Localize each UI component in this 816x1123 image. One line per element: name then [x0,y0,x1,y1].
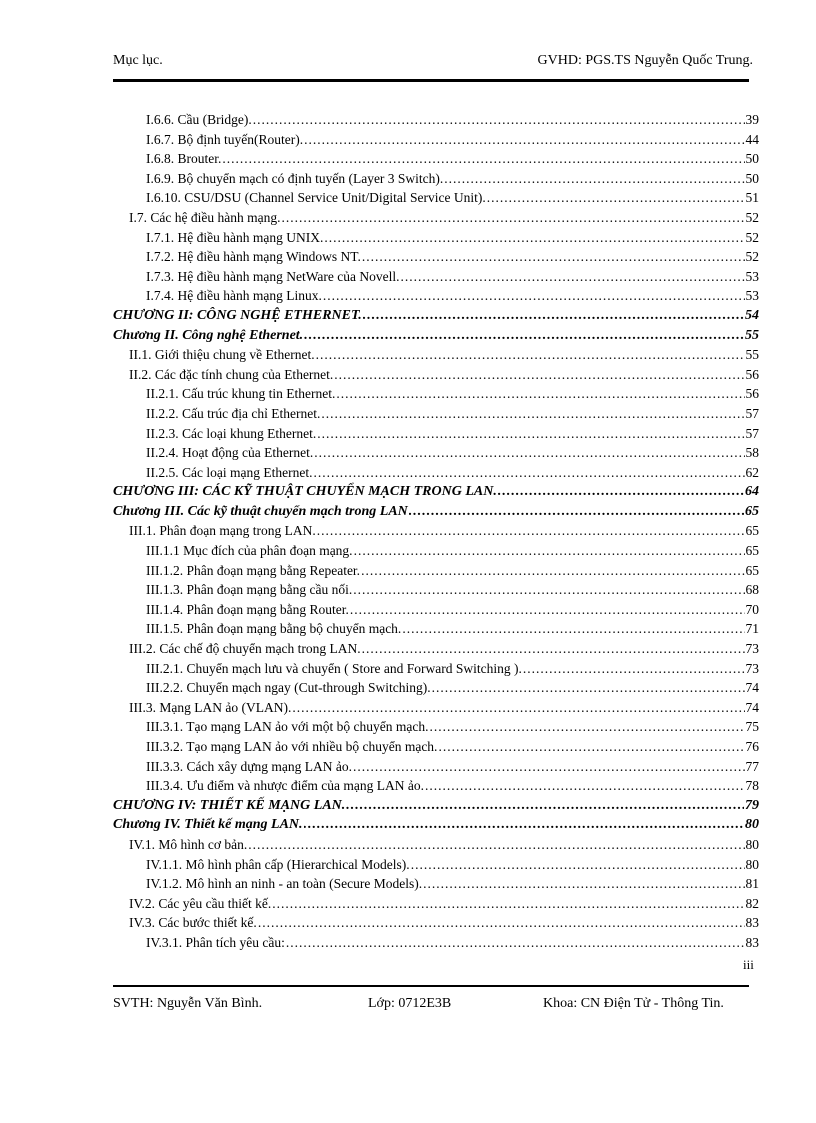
toc-entry-page: 55 [745,347,759,363]
toc-entry-title: CHƯƠNG II: CÔNG NGHỆ ETHERNET. [113,307,362,323]
toc-dot-leader [353,580,744,600]
toc-entry[interactable] [113,110,759,130]
toc-entry-title: III.2.2. Chuyển mạch ngay (Cut-through Switching). [146,680,431,696]
toc-entry-title: III.3.2. Tạo mạng LAN ảo với nhiều bộ chuyển mạch. [146,739,438,754]
toc-dot-leader [346,796,744,816]
toc-chapter-entry[interactable] [113,326,759,346]
toc-entry-title: III.1.4. Phân đoạn mạng bằng Router. [146,601,349,617]
toc-dot-leader [317,424,744,444]
toc-dot-leader [292,698,744,718]
toc-dot-leader [272,894,744,914]
toc-entry[interactable] [113,188,759,208]
toc-entry-page: 51 [745,190,759,206]
toc-dot-leader [423,874,744,894]
toc-dot-leader [313,463,744,483]
toc-entry[interactable] [113,149,759,169]
toc-entry-title: Chương II. Công nghệ Ethernet. [113,327,304,343]
toc-entry[interactable] [113,365,759,385]
toc-entry-page: 80 [745,817,759,833]
toc-entry[interactable] [113,463,759,483]
toc-chapter-entry[interactable] [113,502,759,522]
toc-entry-page: 77 [745,758,759,774]
toc-dot-leader [400,267,744,287]
toc-dot-leader [253,110,745,130]
toc-entry-title: Chương IV. Thiết kế mạng LAN. [113,817,303,833]
toc-dot-leader [354,541,745,561]
toc-entry-page: 74 [745,680,759,696]
toc-entry-title: I.6.9. Bộ chuyển mạch có định tuyến (Layer 3 Switch). [146,170,444,186]
toc-dot-leader [353,757,744,777]
toc-entry[interactable] [113,228,759,248]
toc-entry[interactable] [113,717,759,737]
toc-entry[interactable] [113,757,759,777]
toc-dot-leader [498,482,744,502]
toc-entry-title: II.2.5. Các loại mạng Ethernet. [146,464,313,480]
toc-entry-title: II.2. Các đặc tính chung của Ethernet. [129,366,334,382]
toc-entry-title: III.3. Mạng LAN ảo (VLAN). [129,699,292,715]
toc-entry-page: 52 [745,209,759,225]
toc-dot-leader [411,855,745,875]
toc-entry-page: 80 [745,836,759,852]
toc-entry[interactable] [113,737,759,757]
toc-dot-leader [323,286,745,306]
toc-entry-page: 57 [745,425,759,441]
page-number: iii [743,957,754,972]
toc-entry[interactable] [113,600,759,620]
toc-entry-title: I.7.2. Hệ điều hành mạng Windows NT. [146,249,361,265]
toc-dot-leader [350,600,745,620]
toc-entry-title: I.6.6. Cầu (Bridge). [146,112,252,127]
footer-class: Lớp: 0712E3B [368,996,452,1011]
toc-entry-title: CHƯƠNG III: CÁC KỸ THUẬT CHUYỂN MẠCH TRONG LAN. [113,484,497,500]
toc-chapter-entry[interactable] [113,815,759,835]
toc-entry-page: 75 [745,719,759,735]
toc-dot-leader [523,659,745,679]
toc-entry-page: 83 [745,915,759,931]
toc-dot-leader [222,149,744,169]
toc-entry[interactable] [113,130,759,150]
toc-dot-leader [363,306,744,326]
toc-dot-leader [324,228,744,248]
toc-entry-page: 73 [745,660,759,676]
toc-chapter-entry[interactable] [113,482,759,502]
toc-entry-page: 74 [745,699,759,715]
toc-entry[interactable] [113,267,759,287]
toc-entry[interactable] [113,384,759,404]
toc-entry-title: I.6.8. Brouter. [146,151,222,167]
toc-entry[interactable] [113,855,759,875]
toc-dot-leader [361,561,744,581]
table-of-contents [113,110,759,953]
toc-entry[interactable] [113,913,759,933]
toc-entry-title: IV.3. Các bước thiết kế. [129,915,257,931]
toc-entry-page: 68 [745,582,759,598]
toc-dot-leader [438,737,744,757]
toc-entry-title: III.3.1. Tạo mạng LAN ảo với một bộ chuyển mạch. [146,719,429,735]
toc-entry[interactable] [113,639,759,659]
toc-dot-leader [425,776,745,796]
toc-entry-page: 56 [745,386,759,402]
toc-chapter-entry[interactable] [113,796,759,816]
toc-dot-leader [402,619,744,639]
toc-entry-title: IV.1.2. Mô hình an ninh - an toàn (Secure Models). [146,876,423,892]
toc-entry-title: I.6.10. CSU/DSU (Channel Service Unit/Digital Service Unit). [146,190,486,206]
toc-entry-page: 73 [745,641,759,657]
toc-entry-page: 50 [745,170,759,186]
toc-entry[interactable] [113,561,759,581]
toc-entry-title: III.1.1 Mục đích của phân đoạn mạng. [146,543,353,559]
toc-entry[interactable] [113,776,759,796]
toc-entry[interactable] [113,541,759,561]
toc-entry-page: 65 [745,562,759,578]
toc-entry-page: 80 [745,856,759,872]
toc-entry[interactable] [113,580,759,600]
header-right: GVHD: PGS.TS Nguyễn Quốc Trung. [537,53,753,68]
toc-entry[interactable] [113,835,759,855]
toc-entry-title: I.6.7. Bộ định tuyến(Router). [146,131,304,147]
toc-dot-leader [314,443,744,463]
toc-entry[interactable] [113,521,759,541]
toc-entry-page: 62 [745,464,759,480]
footer-student: SVTH: Nguyễn Văn Bình. [113,996,263,1011]
toc-entry[interactable] [113,894,759,914]
toc-dot-leader [429,717,744,737]
toc-dot-leader [487,188,745,208]
toc-entry-title: CHƯƠNG IV: THIẾT KẾ MẠNG LAN. [113,797,346,813]
toc-entry-page: 53 [745,288,759,304]
toc-entry-page: 57 [745,405,759,421]
toc-entry-page: 79 [745,797,759,813]
toc-entry-title: II.2.1. Cấu trúc khung tin Ethernet. [146,386,336,402]
footer-faculty: Khoa: CN Điện Tử - Thông Tin. [543,996,724,1011]
toc-dot-leader [444,169,744,189]
toc-entry-page: 81 [745,876,759,892]
toc-entry-title: I.7.1. Hệ điều hành mạng UNIX. [146,229,324,245]
toc-entry[interactable] [113,874,759,894]
toc-entry-page: 44 [745,131,759,147]
toc-dot-leader [281,208,744,228]
toc-entry-page: 78 [745,778,759,794]
toc-entry-page: 71 [745,621,759,637]
toc-dot-leader [432,678,745,698]
toc-entry-page: 65 [745,523,759,539]
toc-entry[interactable] [113,345,759,365]
toc-entry-title: IV.1.1. Mô hình phân cấp (Hierarchical Models). [146,856,410,872]
toc-entry[interactable] [113,247,759,267]
toc-entry-title: II.2.2. Cấu trúc địa chỉ Ethernet. [146,405,321,421]
toc-entry-title: I.7. Các hệ điều hành mạng. [129,209,281,225]
toc-entry-title: III.3.4. Ưu điểm và nhược điểm của mạng LAN ảo. [146,778,424,794]
toc-entry-page: 50 [745,151,759,167]
toc-dot-leader [321,404,744,424]
toc-entry-page: 65 [745,503,759,519]
toc-entry-title: Chương III. Các kỹ thuật chuyển mạch trong LAN [113,503,408,519]
toc-entry-title: III.2.1. Chuyển mạch lưu và chuyển ( Store and Forward Switching ). [146,660,522,676]
toc-dot-leader [362,639,745,659]
header-left: Mục lục. [113,53,163,68]
toc-entry-title: III.1. Phân đoạn mạng trong LAN. [129,523,316,539]
toc-dot-leader [304,130,744,150]
toc-dot-leader [286,933,745,953]
toc-entry[interactable] [113,424,759,444]
toc-dot-leader [304,326,744,346]
toc-entry-page: 76 [745,739,759,754]
toc-entry-title: II.2.4. Hoạt động của Ethernet. [146,445,314,461]
header-rule [113,79,749,82]
toc-entry[interactable] [113,933,759,953]
toc-entry-title: III.1.5. Phân đoạn mạng bằng bộ chuyển mạch. [146,621,402,637]
toc-entry-title: III.1.2. Phân đoạn mạng bằng Repeater. [146,562,361,578]
toc-entry-page: 56 [745,366,759,382]
toc-entry-title: III.2. Các chế độ chuyển mạch trong LAN. [129,641,361,657]
toc-entry-page: 82 [745,895,759,911]
toc-entry[interactable] [113,443,759,463]
toc-entry-page: 70 [745,601,759,617]
toc-entry-page: 55 [745,327,759,343]
toc-entry-page: 64 [745,484,759,500]
toc-dot-leader [334,365,744,385]
toc-entry[interactable] [113,659,759,679]
toc-entry-page: 58 [745,445,759,461]
toc-entry-title: III.3.3. Cách xây dựng mạng LAN ảo. [146,758,353,774]
toc-entry-title: III.1.3. Phân đoạn mạng bằng cầu nối. [146,582,353,598]
toc-entry-title: IV.2. Các yêu cầu thiết kế. [129,895,272,911]
toc-entry-page: 83 [745,934,759,950]
toc-dot-leader [317,521,745,541]
toc-entry-page: 52 [745,249,759,265]
toc-dot-leader [258,913,745,933]
toc-entry-page: 52 [745,229,759,245]
toc-entry[interactable] [113,678,759,698]
toc-entry[interactable] [113,208,759,228]
toc-entry-title: I.7.3. Hệ điều hành mạng NetWare của Novell. [146,268,400,284]
toc-entry-title: IV.1. Mô hình cơ bản. [129,836,248,852]
toc-entry[interactable] [113,619,759,639]
toc-entry[interactable] [113,698,759,718]
toc-dot-leader [409,502,744,522]
toc-entry-page: 39 [745,112,759,127]
toc-dot-leader [336,384,744,404]
toc-entry[interactable] [113,286,759,306]
toc-entry-title: IV.3.1. Phân tích yêu cầu: [146,934,285,950]
toc-entry-title: II.2.3. Các loại khung Ethernet. [146,425,317,441]
toc-entry-title: II.1. Giới thiệu chung về Ethernet. [129,347,315,363]
toc-dot-leader [248,835,744,855]
toc-dot-leader [362,247,745,267]
toc-entry[interactable] [113,404,759,424]
toc-entry-page: 65 [745,543,759,559]
toc-entry[interactable] [113,169,759,189]
toc-chapter-entry[interactable] [113,306,759,326]
toc-entry-page: 53 [745,268,759,284]
toc-dot-leader [316,345,745,365]
footer-rule [113,985,749,987]
toc-entry-page: 54 [745,307,759,323]
toc-entry-title: I.7.4. Hệ điều hành mạng Linux. [146,288,322,304]
toc-dot-leader [304,815,744,835]
